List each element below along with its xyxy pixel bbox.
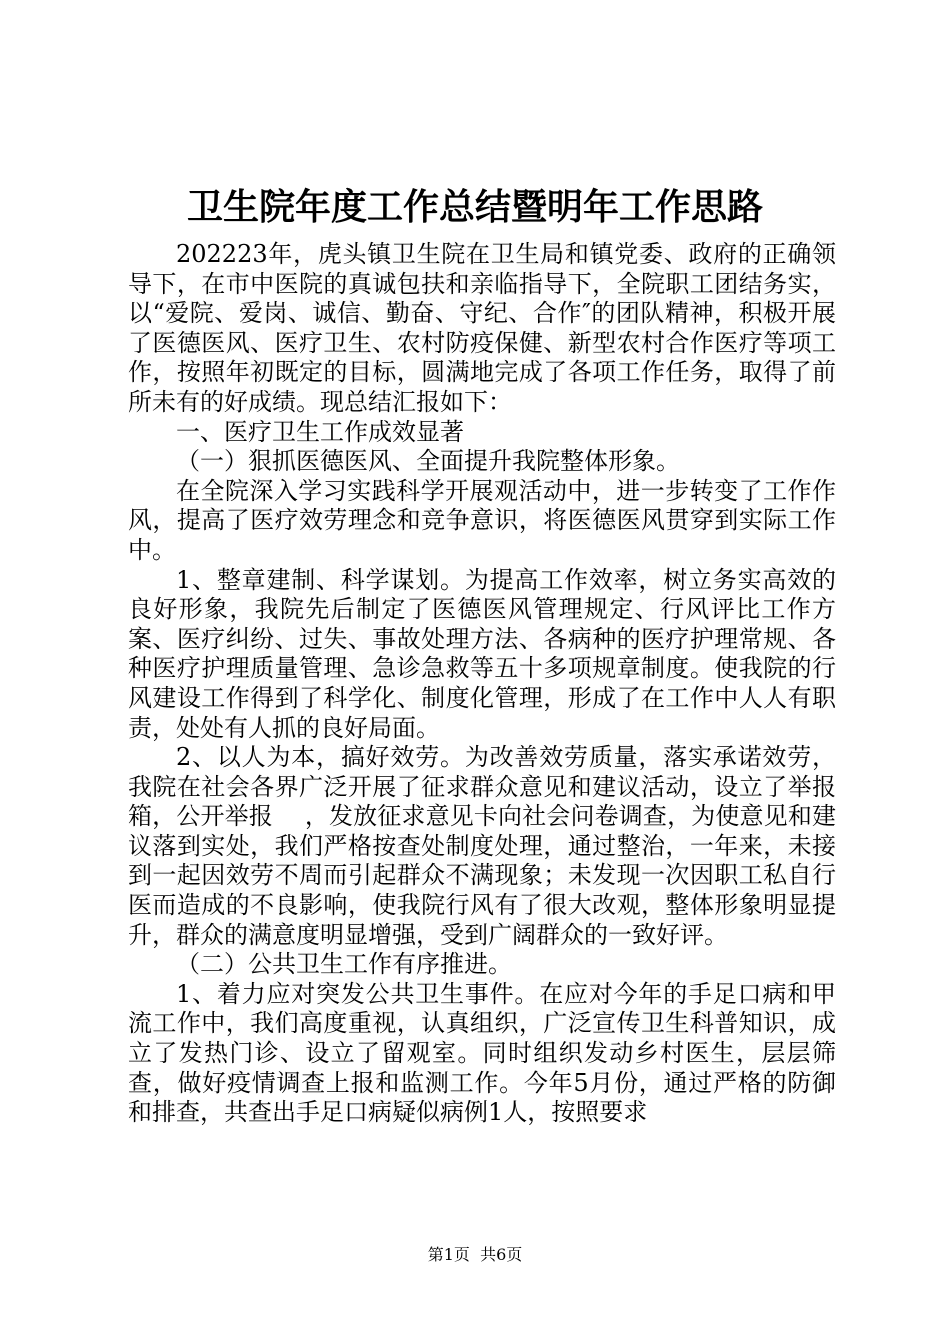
paragraph: 在全院深入学习实践科学开展观活动中，进一步转变了工作作风，提高了医疗效劳理念和竞争意识，将医德医风贯穿到实际工作中。 <box>128 476 836 564</box>
paragraph: 1、着力应对突发公共卫生事件。在应对今年的手足口病和甲流工作中，我们高度重视，认真组织，广泛宣传卫生科普知识，成立了发热门诊、设立了留观室。同时组织发动乡村医生，层层筛查，做好疫情调查上报和监测工作。今年5月份，通过严格的防御和排查，共查出手足口病疑似病例1人，按照要求 <box>128 979 836 1127</box>
page-number: 第1页 共6页 <box>427 1245 523 1264</box>
subsection-heading-1: （一）狠抓医德医风、全面提升我院整体形象。 <box>176 447 680 476</box>
subsection-heading-2: （二）公共卫生工作有序推进。 <box>176 950 512 979</box>
intro-paragraph: 202223年，虎头镇卫生院在卫生局和镇党委、政府的正确领导下，在市中医院的真诚包扶和亲临指导下，全院职工团结务实，以“爱院、爱岗、诚信、勤奋、守纪、合作″的团队精神，积极开展了医德医风、医疗卫生、农村防疫保健、新型农村合作医疗等项工作，按照年初既定的目标，圆满地完成了各项工作任务，取得了前所未有的好成绩。现总结汇报如下： <box>128 240 836 416</box>
paragraph: 1、整章建制、科学谋划。为提高工作效率，树立务实高效的良好形象，我院先后制定了医德医风管理规定、行风评比工作方案、医疗纠纷、过失、事故处理方法、各病种的医疗护理常规、各种医疗护理质量管理、急诊急救等五十多项规章制度。使我院的行风建设工作得到了科学化、制度化管理，形成了在工作中人人有职责，处处有人抓的良好局面。 <box>128 565 836 742</box>
document-body <box>128 240 836 1128</box>
paragraph: 2、以人为本，搞好效劳。为改善效劳质量，落实承诺效劳，我院在社会各界广泛开展了征求群众意见和建议活动，设立了举报箱，公开举报 ，发放征求意见卡向社会问卷调查，为使意见和建议落到实处，我们严格按查处制度处理，通过整治，一年来，未接到一起因效劳不周而引起群众不满现象；未发现一次因职工私自行医而造成的不良影响，使我院行风有了很大改观，整体形象明显提升，群众的满意度明显增强，受到广阔群众的一致好评。 <box>128 743 836 949</box>
section-heading-1: 一、医疗卫生工作成效显著 <box>176 417 464 446</box>
document-title: 卫生院年度工作总结暨明年工作思路 <box>186 186 763 228</box>
page-footer <box>0 1244 950 1266</box>
